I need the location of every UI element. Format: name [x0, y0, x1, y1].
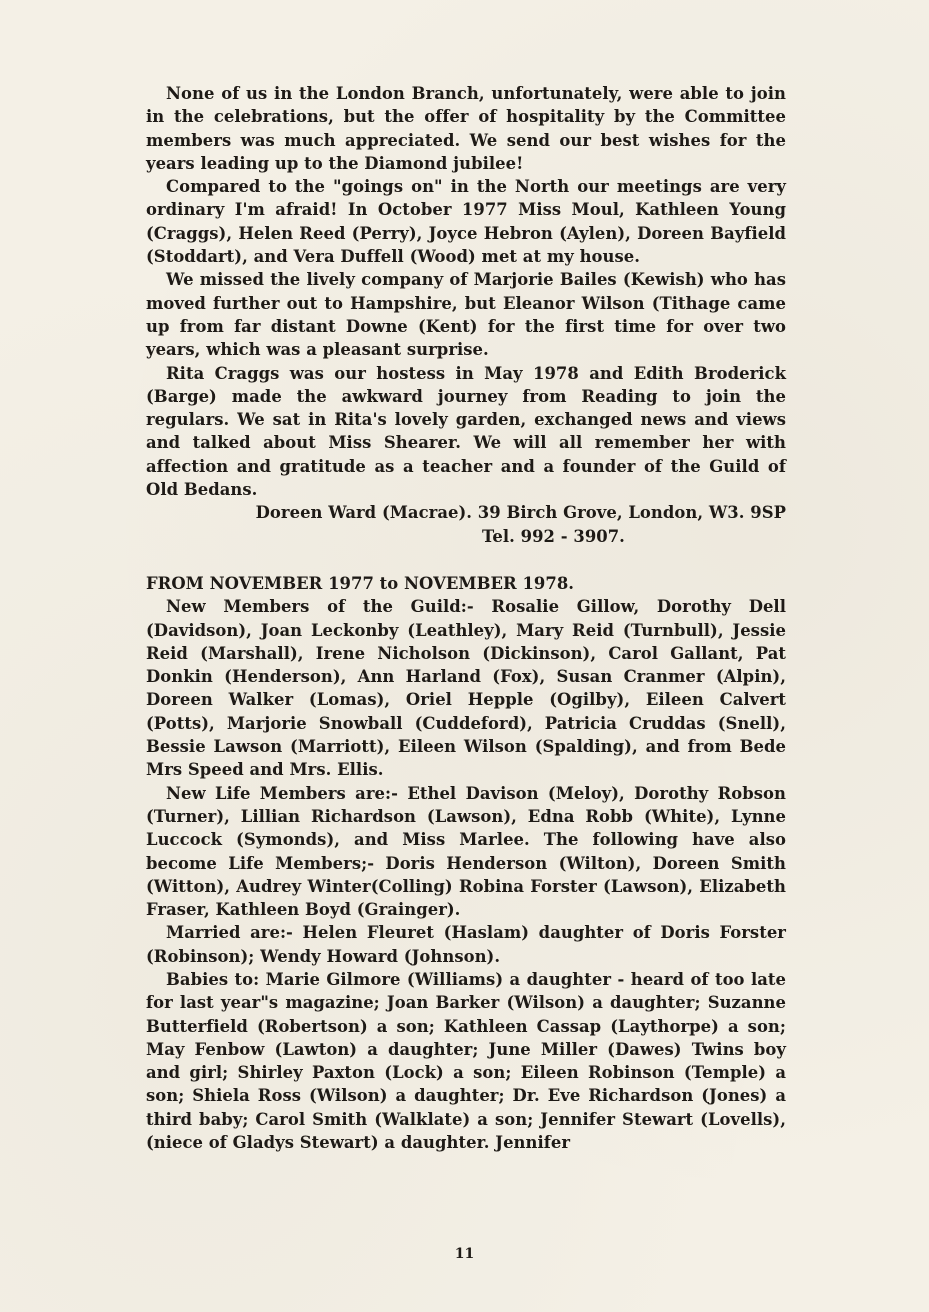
- paragraph-hostess: Rita Craggs was our hostess in May 1978 and Edith Broderick (Barge) made the awkward journey from Reading to join the regulars. We sat in Rita's lovely garden, exchanged news and views and talked about Miss Shearer. We will all remember her with affection and gratitude as a teacher and a founder of the Guild of Old Bedans.: [146, 363, 786, 500]
- paragraph-life-members: New Life Members are:- Ethel Davison (Meloy), Dorothy Robson (Turner), Lillian Richardson (Lawson), Edna Robb (White), Lynne Luccock (Symonds), and Miss Marlee. The following have also become Life Members;- Doris Henderson (Wilton), Doreen Smith (Witton), Audrey Winter(Colling) Robina Forster (Lawson), Elizabeth Fraser, Kathleen Boyd (Grainger).: [146, 783, 786, 920]
- signature-telephone: Tel. 992 - 3907.: [482, 526, 625, 546]
- paragraph-london-branch: None of us in the London Branch, unfortunately, were able to join in the celebrations, but the offer of hospitality by the Committee members was much appreciated. We send our best wishes for the years leading up to the Diamond jubilee!: [146, 84, 786, 173]
- page-number: 11: [454, 1246, 475, 1262]
- paragraph-babies: Babies to: Marie Gilmore (Williams) a daughter - heard of too late for last year"s magazine; Joan Barker (Wilson) a daughter; Suzanne Butterfield (Robertson) a son; Kathleen Cassap (Laythorpe) a son; May Fenbow (Lawton) a daughter; June Miller (Dawes) Twins boy and girl; Shirley Paxton (Lock) a son; Eileen Robinson (Temple) a son; Shiela Ross (Wilson) a daughter; Dr. Eve Richardson (Jones) a third baby; Carol Smith (Walklate) a son; Jennifer Stewart (Lovells), (niece of Gladys Stewart) a daughter. Jennifer: [146, 969, 786, 1153]
- signature-name-address: Doreen Ward (Macrae). 39 Birch Grove, London, W3. 9SP: [255, 503, 786, 523]
- section-heading: FROM NOVEMBER 1977 to NOVEMBER 1978.: [146, 573, 575, 593]
- section-gap: [146, 548, 786, 572]
- paragraph-married: Married are:- Helen Fleuret (Haslam) daughter of Doris Forster (Robinson); Wendy Howard (Johnson).: [146, 923, 786, 966]
- document-body: [146, 82, 786, 1154]
- paragraph-meetings: Compared to the "goings on" in the North our meetings are very ordinary I'm afraid! In October 1977 Miss Moul, Kathleen Young (Craggs), Helen Reed (Perry), Joyce Hebron (Aylen), Doreen Bayfield (Stoddart), and Vera Duffell (Wood) met at my house.: [146, 177, 786, 267]
- paragraph-new-members: New Members of the Guild:- Rosalie Gillow, Dorothy Dell (Davidson), Joan Leckonby (Leathley), Mary Reid (Turnbull), Jessie Reid (Marshall), Irene Nicholson (Dickinson), Carol Gallant, Pat Donkin (Henderson), Ann Harland (Fox), Susan Cranmer (Alpin), Doreen Walker (Lomas), Oriel Hepple (Ogilby), Eileen Calvert (Potts), Marjorie Snowball (Cuddeford), Patricia Cruddas (Snell), Bessie Lawson (Marriott), Eileen Wilson (Spalding), and from Bede Mrs Speed and Mrs. Ellis.: [146, 597, 786, 780]
- paragraph-missed-company: We missed the lively company of Marjorie Bailes (Kewish) who has moved further out to Hampshire, but Eleanor Wilson (Tithage came up from far distant Downe (Kent) for the first time for over two years, which was a pleasant surprise.: [146, 270, 786, 360]
